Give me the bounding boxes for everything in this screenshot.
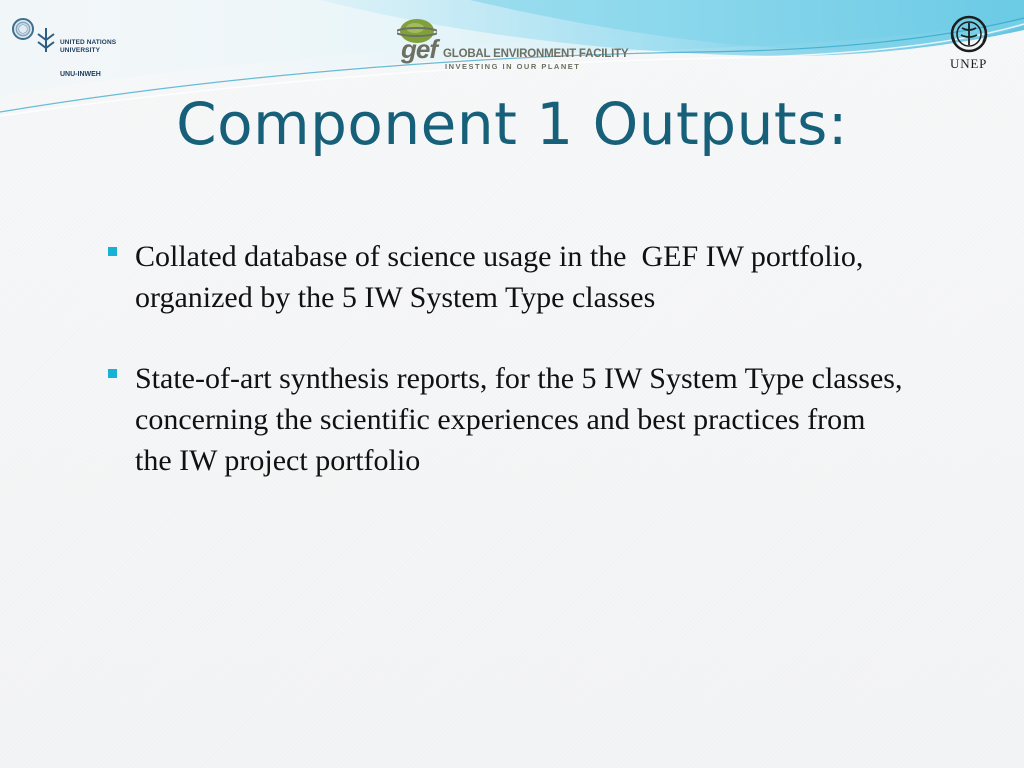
unu-mark-icon: [36, 28, 56, 52]
bullet-item: [108, 358, 908, 481]
unu-name-line1: UNITED NATIONS: [60, 39, 117, 46]
bullet-item: [108, 236, 908, 318]
unu-subtitle: UNU-INWEH: [60, 71, 101, 78]
unu-inweh-logo: [8, 14, 138, 78]
un-emblem-icon: [12, 18, 34, 40]
bullet-square-icon: [108, 369, 117, 378]
gef-wordmark: gef: [401, 34, 437, 64]
unep-emblem-icon: [949, 14, 989, 54]
gef-tagline: INVESTING IN OUR PLANET: [445, 62, 581, 71]
unep-logo: [944, 14, 1006, 76]
bullet-square-icon: [108, 247, 117, 256]
unu-name-line2: UNIVERSITY: [60, 47, 101, 54]
gef-logo: [395, 14, 645, 74]
gef-name: GLOBAL ENVIRONMENT FACILITY: [443, 48, 629, 60]
bullet-list: [108, 236, 908, 521]
slide-title: Component 1 Outputs:: [176, 90, 848, 158]
unu-name: [60, 39, 116, 55]
bullet-text: Collated database of science usage in the GEF IW portfolio, organized by the 5 IW System Type classes: [135, 240, 871, 314]
bullet-text: State-of-art synthesis reports, for the 5 IW System Type classes, concerning the scientific experiences and best practices from the IW project portfolio: [135, 362, 910, 477]
unep-label: UNEP: [950, 56, 988, 71]
